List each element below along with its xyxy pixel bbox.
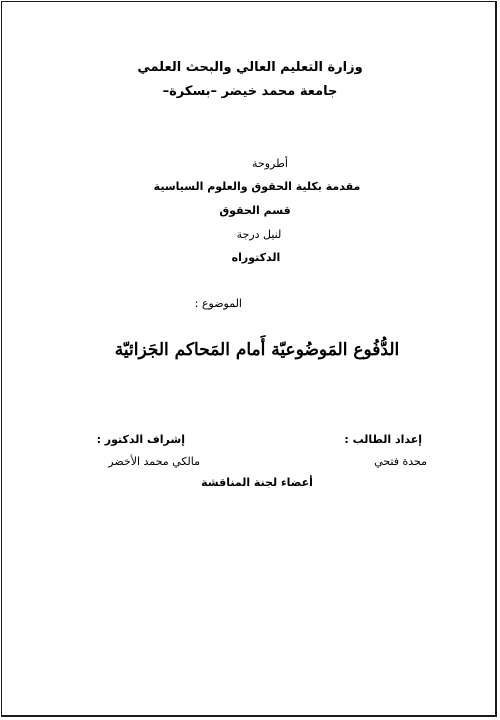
- student-name: محدة فتحي: [374, 455, 427, 468]
- student-label: إعداد الطالب :: [344, 433, 422, 446]
- thesis-title: الدُّفُوع المَوضُوعيّة أَمام المَحاكم الجَزائيّة: [114, 340, 400, 360]
- committee-title: أعضاء لجنة المناقشة: [201, 476, 313, 489]
- subject-label: الموضوع :: [194, 297, 242, 310]
- thesis-type: أطروحة: [252, 157, 288, 170]
- ministry-name: وزارة التعليم العالي والبحث العلمي: [137, 60, 363, 75]
- university-name: جامعة محمد خيضر –بسكرة–: [162, 84, 338, 99]
- supervisor-label: إشراف الدكتور :: [96, 433, 185, 446]
- degree-intro: لنيل درجة: [236, 228, 282, 241]
- faculty-line: مقدمة بكلية الحقوق والعلوم السياسية: [153, 180, 361, 193]
- department: قسم الحقوق: [219, 204, 291, 217]
- degree-name: الدكتوراه: [231, 251, 281, 264]
- supervisor-name: مالكي محمد الأخضر: [108, 455, 200, 468]
